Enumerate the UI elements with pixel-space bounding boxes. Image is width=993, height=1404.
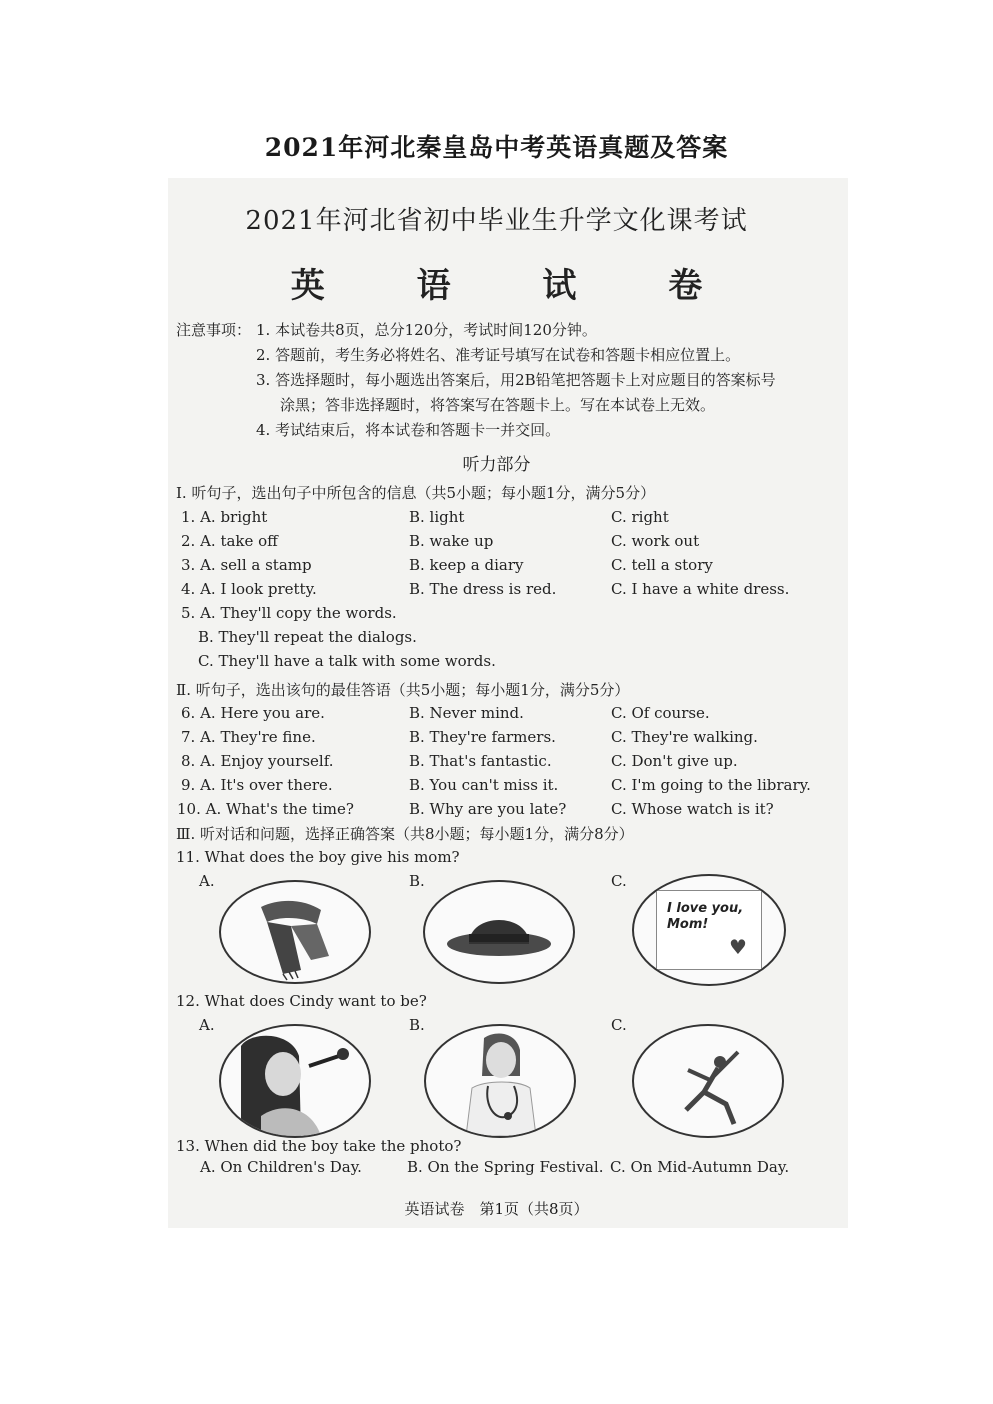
question-row: [177, 800, 817, 824]
card-image: [632, 874, 786, 986]
question-row: [181, 532, 821, 556]
option-c: C. Whose watch is it?: [611, 800, 774, 818]
question-row: [181, 752, 821, 776]
option-b: B. keep a diary: [409, 556, 524, 574]
option-b: B. They're farmers.: [409, 728, 556, 746]
option-c: C. Don't give up.: [611, 752, 738, 770]
question-row: [200, 1158, 840, 1182]
option-letter: B.: [409, 1016, 425, 1034]
option-a: 3. A. sell a stamp: [181, 556, 312, 574]
dancer-icon: [634, 1026, 782, 1136]
question-row: [181, 556, 821, 580]
part2-heading: Ⅱ. 听句子，选出该句的最佳答语（共5小题；每小题1分，满分5分）: [176, 681, 630, 699]
option-c: C. On Mid-Autumn Day.: [610, 1158, 790, 1176]
exam-title: 2021年河北省初中毕业生升学文化课考试: [245, 206, 748, 236]
note-item: 3. 答选择题时，每小题选出答案后，用2B铅笔把答题卡上对应题目的答案标号: [256, 371, 776, 389]
part3-heading: Ⅲ. 听对话和问题，选择正确答案（共8小题；每小题1分，满分8分）: [176, 825, 634, 843]
option-b: B. That's fantastic.: [409, 752, 552, 770]
scarf-image: [219, 880, 371, 984]
question-row: [181, 628, 821, 652]
question-row: [181, 652, 821, 676]
question-row: [181, 704, 821, 728]
doctor-image: [424, 1024, 576, 1138]
doctor-icon: [426, 1026, 574, 1136]
part1-heading: Ⅰ. 听句子，选出句子中所包含的信息（共5小题；每小题1分，满分5分）: [176, 484, 656, 502]
option-b: B. You can't miss it.: [409, 776, 559, 794]
hat-image: [423, 880, 575, 984]
paper-title: 英 语 试 卷: [290, 266, 743, 306]
option-b: B. Never mind.: [409, 704, 524, 722]
option-letter: C.: [611, 1016, 627, 1034]
option-a: 4. A. I look pretty.: [181, 580, 317, 598]
page-footer: 英语试卷 第1页（共8页）: [404, 1200, 589, 1218]
singer-image: [219, 1024, 371, 1138]
option-c: C. I'm going to the library.: [611, 776, 811, 794]
option-a: 9. A. It's over there.: [181, 776, 333, 794]
question-13: 13. When did the boy take the photo?: [176, 1137, 462, 1155]
option-letter: A.: [199, 872, 215, 890]
option-c: C. tell a story: [611, 556, 713, 574]
document-title: 2021年河北秦皇岛中考英语真题及答案: [264, 133, 729, 162]
heart-icon: ♥: [729, 935, 747, 959]
card-text-line: Mom!: [667, 917, 709, 932]
option-b: B. Why are you late?: [409, 800, 567, 818]
hat-icon: [425, 882, 573, 982]
question-row: [181, 508, 821, 532]
option-b: B. They'll repeat the dialogs.: [198, 628, 417, 646]
option-letter: C.: [611, 872, 627, 890]
dancer-image: [632, 1024, 784, 1138]
option-c: C. work out: [611, 532, 700, 550]
option-a: 10. A. What's the time?: [177, 800, 354, 818]
option-letter: A.: [199, 1016, 215, 1034]
option-a: 6. A. Here you are.: [181, 704, 325, 722]
option-c: C. I have a white dress.: [611, 580, 790, 598]
question-12: 12. What does Cindy want to be?: [176, 992, 427, 1010]
note-item: 4. 考试结束后，将本试卷和答题卡一并交回。: [256, 421, 561, 439]
option-c: C. Of course.: [611, 704, 710, 722]
option-b: B. The dress is red.: [409, 580, 557, 598]
exam-notes: [176, 318, 846, 443]
option-b: B. wake up: [409, 532, 494, 550]
option-a: 8. A. Enjoy yourself.: [181, 752, 334, 770]
option-c: C. They're walking.: [611, 728, 758, 746]
option-c: C. right: [611, 508, 669, 526]
option-a: 7. A. They're fine.: [181, 728, 316, 746]
card: [656, 890, 762, 970]
option-c: C. They'll have a talk with some words.: [198, 652, 496, 670]
notes-label: 注意事项：: [176, 321, 252, 339]
note-item: 2. 答题前，考生务必将姓名、准考证号填写在试卷和答题卡相应位置上。: [256, 346, 741, 364]
note-item: 涂黑；答非选择题时，将答案写在答题卡上。写在本试卷上无效。: [280, 396, 716, 414]
note-item: 1. 本试卷共8页，总分120分，考试时间120分钟。: [256, 321, 597, 339]
question-row: [181, 604, 821, 628]
option-a: 5. A. They'll copy the words.: [181, 604, 397, 622]
listening-section-heading: 听力部分: [462, 455, 531, 475]
option-b: B. On the Spring Festival.: [407, 1158, 604, 1176]
option-a: 2. A. take off: [181, 532, 278, 550]
question-row: [181, 728, 821, 752]
scarf-icon: [221, 882, 369, 982]
option-a: A. On Children's Day.: [200, 1158, 362, 1176]
card-text-line: I love you,: [667, 901, 744, 916]
card-text: [667, 901, 743, 933]
question-11: 11. What does the boy give his mom?: [176, 848, 460, 866]
option-a: 1. A. bright: [181, 508, 268, 526]
question-row: [181, 580, 821, 604]
option-letter: B.: [409, 872, 425, 890]
singer-icon: [221, 1026, 369, 1136]
question-row: [181, 776, 821, 800]
option-b: B. light: [409, 508, 465, 526]
